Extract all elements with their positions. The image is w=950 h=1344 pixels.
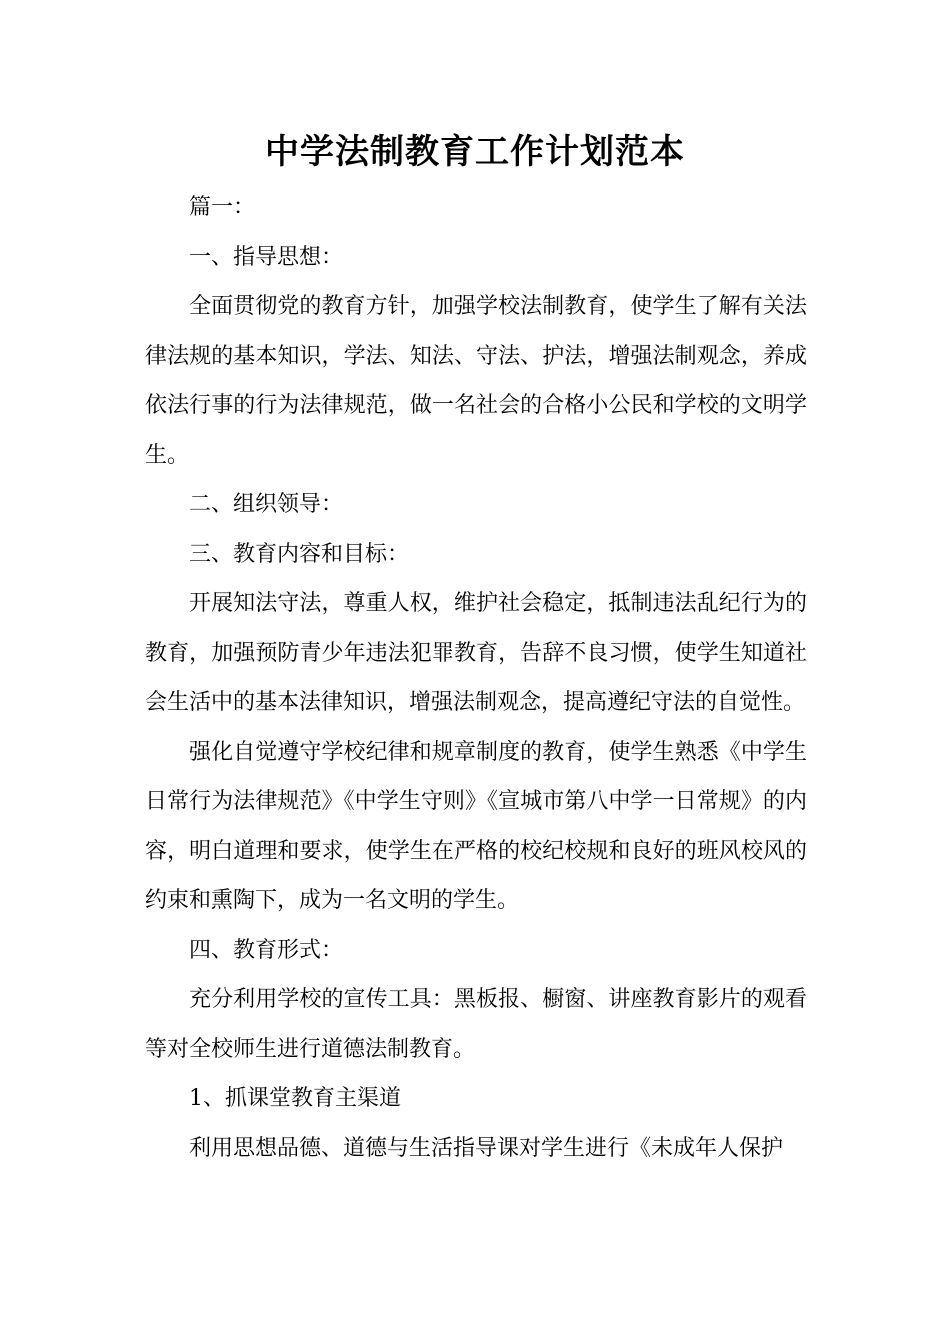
paragraph-education-forms: 充分利用学校的宣传工具：黑板报、橱窗、讲座教育影片的观看等对全校师生进行道德法制教育。 <box>145 987 807 1062</box>
paragraph-part-one: 篇一： <box>189 195 256 220</box>
heading-education-forms: 四、教育形式： <box>189 937 344 963</box>
heading-organization-leadership: 二、组织领导： <box>189 492 344 517</box>
paragraph-guiding-ideology: 全面贯彻党的教育方针，加强学校法制教育，使学生了解有关法律法规的基本知识，学法、知法、守法、护法，增强法制观念，养成依法行事的行为法律规范，做一名社会的合格小公民和学校的文明学生。 <box>145 294 807 468</box>
paragraph-classroom-channel: 利用思想品德、道德与生活指导课对学生进行《未成年人保护 <box>189 1135 784 1161</box>
document-title: 中学法制教育工作计划范本 <box>265 132 685 172</box>
paragraph-content-goals-1: 开展知法守法，尊重人权，维护社会稳定，抵制违法乱纪行为的教育，加强预防青少年违法犯罪教育，告辞不良习惯，使学生知道社会生活中的基本法律知识，增强法制观念，提高遵纪守法的自觉性。 <box>145 591 807 715</box>
heading-classroom-channel: 1、抓课堂教育主渠道 <box>189 1086 401 1111</box>
heading-content-goals: 三、教育内容和目标： <box>189 541 410 567</box>
paragraph-content-goals-2: 强化自觉遵守学校纪律和规章制度的教育，使学生熟悉《中学生日常行为法律规范》《中学生守则》《宣城市第八中学一日常规》的内容，明白道理和要求，使学生在严格的校纪校规和良好的班风校风的约束和熏陶下，成为一名文明的学生。 <box>145 739 807 913</box>
document-body <box>145 183 807 1173</box>
heading-guiding-ideology: 一、指导思想： <box>189 244 344 270</box>
